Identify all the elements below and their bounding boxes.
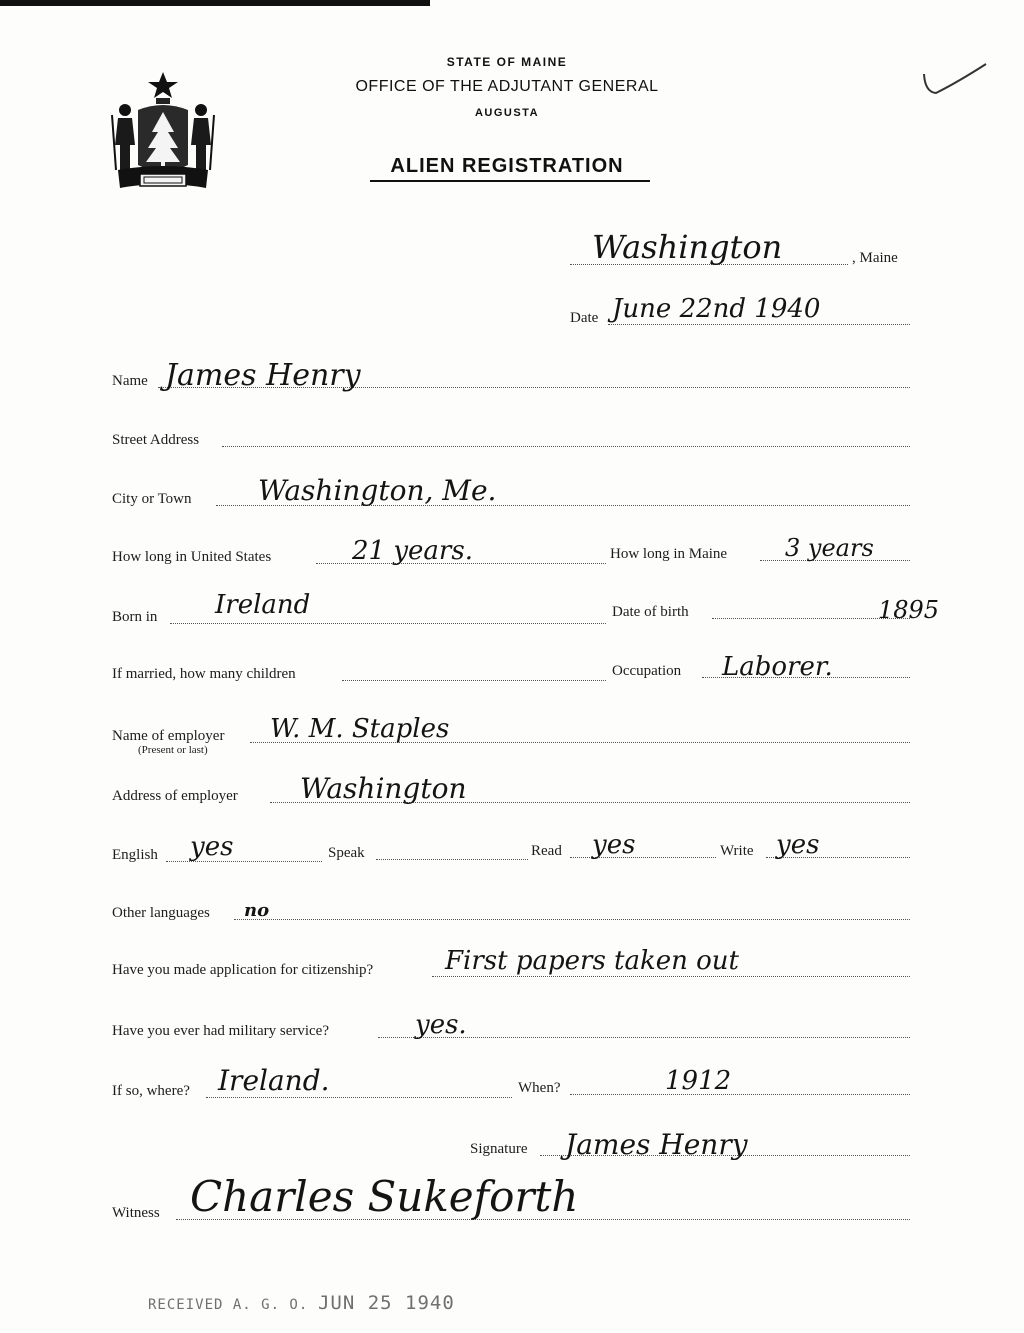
occupation-label: Occupation <box>612 663 682 679</box>
when-label: When? <box>518 1080 561 1096</box>
other-languages-value: no <box>244 900 270 921</box>
employer-value: W. M. Staples <box>270 714 450 744</box>
children-label: If married, how many children <box>112 666 296 682</box>
write-value: yes <box>776 830 820 860</box>
town-value: Washington <box>592 228 783 266</box>
children-line <box>342 680 606 681</box>
read-value: yes <box>592 830 636 860</box>
date-line <box>608 324 910 325</box>
date-label: Date <box>570 310 599 326</box>
citizenship-line <box>432 976 910 977</box>
employer-address-value: Washington <box>300 772 467 805</box>
received-stamp-text: RECEIVED A. G. O. <box>148 1297 309 1313</box>
date-of-birth-label: Date of birth <box>612 604 689 620</box>
street-label: Street Address <box>112 432 200 448</box>
born-in-label: Born in <box>112 609 158 625</box>
office-heading: OFFICE OF THE ADJUTANT GENERAL <box>355 78 659 95</box>
where-line <box>206 1097 512 1098</box>
military-value: yes. <box>415 1010 467 1040</box>
where-value: Ireland. <box>218 1064 330 1097</box>
witness-value: Charles Sukeforth <box>190 1172 579 1221</box>
military-label: Have you ever had military service? <box>112 1023 329 1039</box>
where-label: If so, where? <box>112 1083 190 1099</box>
born-in-value: Ireland <box>215 590 311 620</box>
title-underline <box>370 180 650 182</box>
employer-sublabel: (Present or last) <box>138 744 208 756</box>
state-label: , Maine <box>852 250 898 266</box>
employer-address-label: Address of employer <box>112 788 238 804</box>
born-in-line <box>170 623 606 624</box>
received-stamp <box>148 1292 455 1314</box>
other-languages-line <box>234 919 910 920</box>
write-label: Write <box>720 843 754 859</box>
signature-label: Signature <box>470 1141 528 1157</box>
speak-line <box>376 859 528 860</box>
speak-label: Speak <box>328 845 365 861</box>
how-long-maine-label: How long in Maine <box>610 546 728 562</box>
city-heading: AUGUSTA <box>474 107 540 119</box>
witness-label: Witness <box>112 1205 160 1221</box>
state-heading: STATE OF MAINE <box>446 55 568 69</box>
signature-value: James Henry <box>565 1128 748 1161</box>
received-stamp-date: JUN 25 1940 <box>317 1292 455 1314</box>
employer-label: Name of employer <box>112 728 225 744</box>
how-long-us-value: 21 years. <box>352 536 473 566</box>
when-value: 1912 <box>665 1066 732 1096</box>
citizenship-value: First papers taken out <box>445 946 739 976</box>
occupation-value: Laborer. <box>722 652 833 682</box>
how-long-maine-value: 3 years <box>785 534 874 562</box>
city-value: Washington, Me. <box>258 474 497 507</box>
other-languages-label: Other languages <box>112 905 210 921</box>
citizenship-label: Have you made application for citizenship? <box>112 962 374 978</box>
street-line <box>222 446 910 447</box>
english-label: English <box>112 847 158 863</box>
city-label: City or Town <box>112 491 192 507</box>
date-value: June 22nd 1940 <box>612 294 821 324</box>
read-label: Read <box>531 843 562 859</box>
scan-edge-mark <box>0 0 430 6</box>
when-line <box>570 1094 910 1095</box>
form-title: ALIEN REGISTRATION <box>390 155 624 177</box>
name-value: James Henry <box>165 358 361 393</box>
english-value: yes <box>190 832 234 862</box>
how-long-us-label: How long in United States <box>112 549 272 565</box>
date-of-birth-value: 1895 <box>878 596 940 624</box>
name-label: Name <box>112 373 148 389</box>
